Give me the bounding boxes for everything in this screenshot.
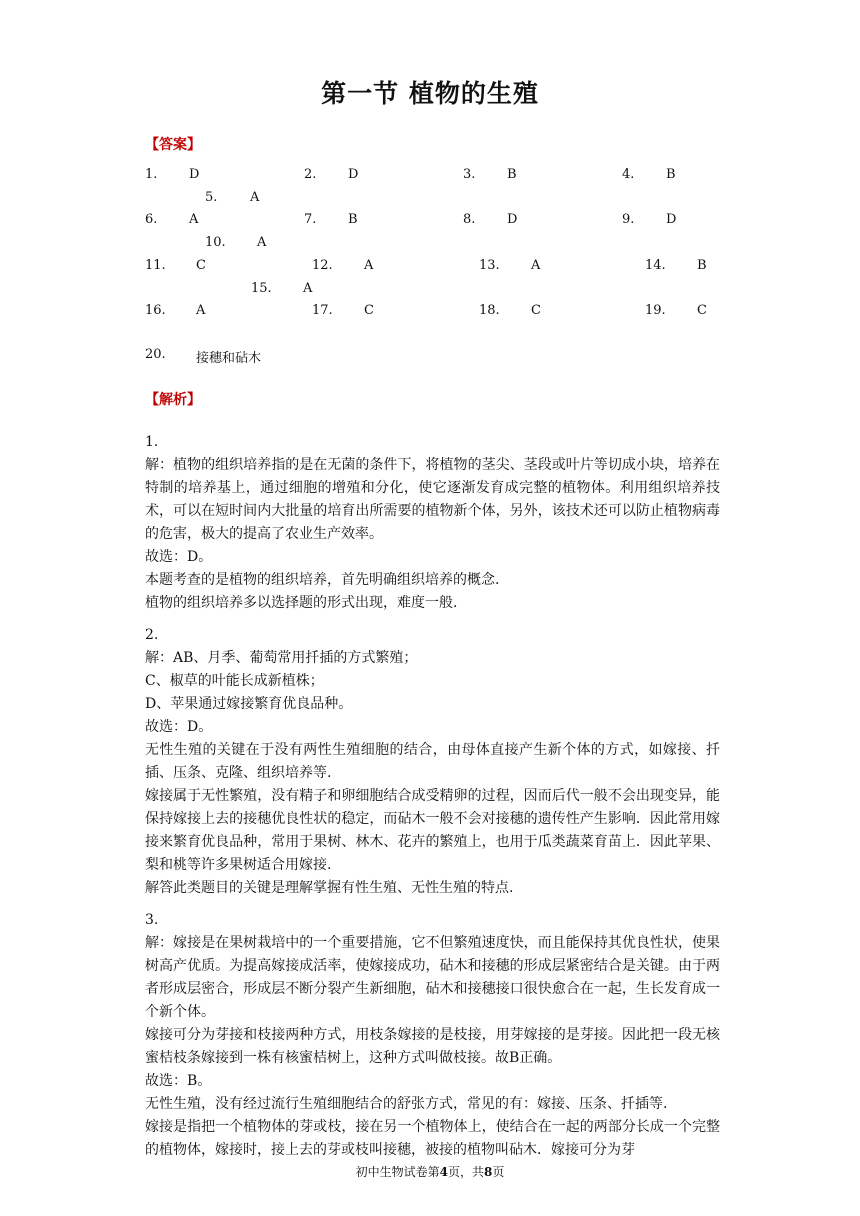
- answer-number: 10.: [205, 235, 226, 250]
- analysis-line: 解：嫁接是在果树栽培中的一个重要措施，它不但繁殖速度快，而且能保持其优良性状，使果树高产优质。为提高嫁接成活率，使嫁接成功，砧木和接穗的形成层紧密结合是关键。由于两者形成层密合，形成层不断分裂产生新细胞，砧木和接穗接口很快愈合在一起，生长发育成一个新个体。: [145, 935, 720, 1020]
- analysis-heading: 【解析】: [145, 392, 201, 408]
- answer-value: A: [196, 303, 206, 318]
- answer-value: C: [364, 303, 374, 318]
- answer-number: 9.: [622, 212, 635, 227]
- analysis-number: 1.: [145, 434, 159, 450]
- page-footer: [0, 1163, 860, 1180]
- analysis-line: 植物的组织培养多以选择题的形式出现，难度一般.: [145, 595, 458, 611]
- analysis-number: 2.: [145, 627, 159, 643]
- answer-value: D: [348, 167, 359, 182]
- footer-prefix: 初中生物试卷第: [355, 1165, 440, 1179]
- analysis-line: 解：AB、月季、葡萄常用扦插的方式繁殖；: [145, 650, 418, 666]
- footer-total-pages: 8: [484, 1165, 493, 1179]
- analysis-line: 解答此类题目的关键是理解掌握有性生殖、无性生殖的特点.: [145, 880, 514, 896]
- answer-value: B: [348, 212, 358, 227]
- answer-number: 20.: [145, 347, 166, 362]
- analysis-line: D、苹果通过嫁接繁育优良品种。: [145, 696, 353, 712]
- analysis-line: 解：植物的组织培养指的是在无菌的条件下，将植物的茎尖、茎段或叶片等切成小块，培养在特制的培养基上，通过细胞的增殖和分化，使它逐渐发育成完整的植物体。利用组织培养技术，可以在短时间内大批量的培育出所需要的植物新个体，另外，该技术还可以防止植物病毒的危害，极大的提高了农业生产效率。: [145, 457, 720, 542]
- analysis-line: 故选：D。: [145, 549, 213, 565]
- answer-number: 8.: [463, 212, 476, 227]
- answer-number: 7.: [304, 212, 317, 227]
- analysis-line: 无性生殖的关键在于没有两性生殖细胞的结合，由母体直接产生新个体的方式，如嫁接、扦插、压条、克隆、组织培养等.: [145, 742, 720, 781]
- answer-value: B: [507, 167, 517, 182]
- answer-number: 5.: [205, 190, 218, 205]
- analysis-body: [145, 431, 720, 1171]
- answer-number: 4.: [622, 167, 635, 182]
- answer-number: 11.: [145, 258, 166, 273]
- answer-value: C: [697, 303, 707, 318]
- answer-number: 19.: [645, 303, 666, 318]
- answer-value: A: [189, 212, 199, 227]
- analysis-line: 嫁接可分为芽接和枝接两种方式，用枝条嫁接的是枝接，用芽嫁接的是芽接。因此把一段无核蜜桔枝条嫁接到一株有核蜜桔树上，这种方式叫做枝接。故B正确。: [145, 1027, 720, 1066]
- answer-number: 6.: [145, 212, 158, 227]
- answer-value: A: [303, 281, 313, 296]
- answer-value: B: [666, 167, 676, 182]
- answer-number: 15.: [251, 281, 272, 296]
- answer-value: A: [257, 235, 267, 250]
- answer-value: C: [531, 303, 541, 318]
- answer-number: 3.: [463, 167, 476, 182]
- answer-value: D: [189, 167, 200, 182]
- answer-value: A: [531, 258, 541, 273]
- footer-page-number: 4: [439, 1165, 448, 1179]
- analysis-line: 无性生殖，没有经过流行生殖细胞结合的舒张方式，常见的有：嫁接、压条、扦插等.: [145, 1096, 668, 1112]
- answer-number: 17.: [312, 303, 333, 318]
- analysis-line: 故选：B。: [145, 1073, 212, 1089]
- analysis-line: C、椒草的叶能长成新植株；: [145, 673, 324, 689]
- analysis-line: 故选：D。: [145, 719, 213, 735]
- answer-number: 2.: [304, 167, 317, 182]
- analysis-item: [145, 909, 720, 1162]
- analysis-item: [145, 624, 720, 900]
- analysis-number: 3.: [145, 912, 159, 928]
- page-title: 第一节 植物的生殖: [321, 79, 539, 108]
- answer-heading: 【答案】: [145, 137, 201, 153]
- answer-number: 14.: [645, 258, 666, 273]
- answer-number: 13.: [479, 258, 500, 273]
- answer-number: 12.: [312, 258, 333, 273]
- analysis-line: 嫁接属于无性繁殖，没有精子和卵细胞结合成受精卵的过程，因而后代一般不会出现变异，能保持嫁接上去的接穗优良性状的稳定，而砧木一般不会对接穗的遗传性产生影响．因此常用嫁接来繁育优良品种，常用于果树、林木、花卉的繁殖上，也用于瓜类蔬菜育苗上．因此苹果、梨和桃等许多果树适合用嫁接.: [145, 788, 720, 873]
- answer-number: 1.: [145, 167, 158, 182]
- analysis-line: 本题考查的是植物的组织培养，首先明确组织培养的概念.: [145, 572, 500, 588]
- answer-value: C: [196, 258, 206, 273]
- answer-value: D: [666, 212, 677, 227]
- footer-suffix: 页: [492, 1165, 505, 1179]
- answer-number: 16.: [145, 303, 166, 318]
- answer-value: 接穗和砧木: [196, 351, 262, 366]
- analysis-item: [145, 431, 720, 615]
- answer-number: 18.: [479, 303, 500, 318]
- answer-value: A: [250, 190, 260, 205]
- footer-middle: 页，共: [447, 1165, 484, 1179]
- answer-value: A: [364, 258, 374, 273]
- answer-value: D: [507, 212, 518, 227]
- answer-value: B: [697, 258, 707, 273]
- analysis-line: 嫁接是指把一个植物体的芽或枝，接在另一个植物体上，使结合在一起的两部分长成一个完整的植物体，嫁接时，接上去的芽或枝叫接穗，被接的植物叫砧木．嫁接可分为芽: [145, 1119, 720, 1158]
